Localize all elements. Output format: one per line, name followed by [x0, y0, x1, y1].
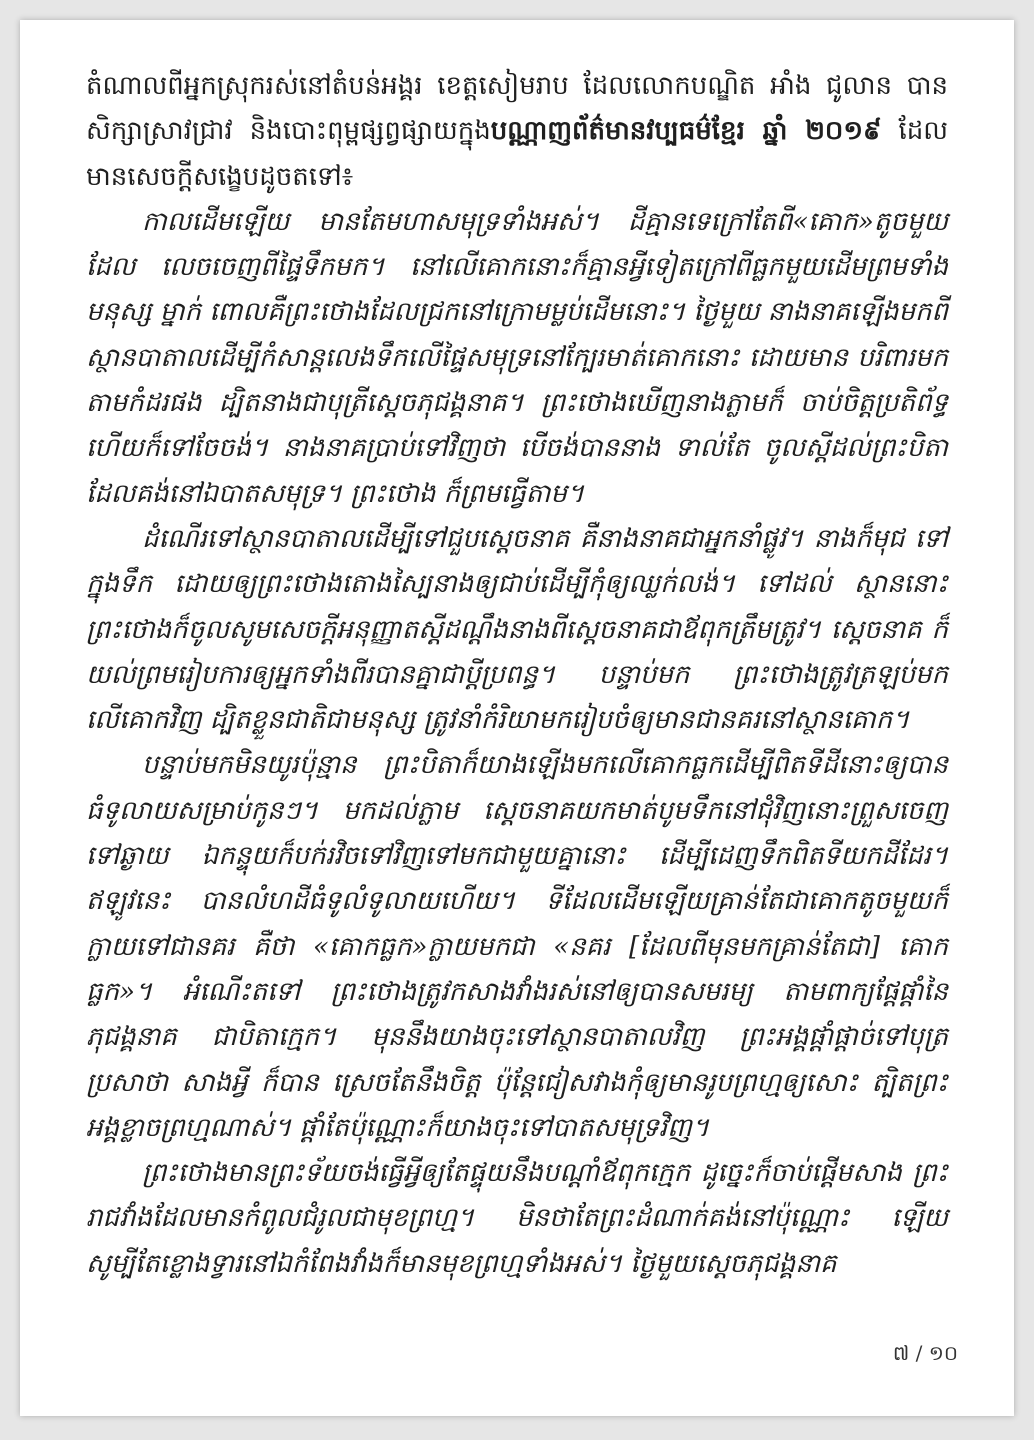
story-paragraph-2: ដំណើរទៅស្ថានបាតាលដើម្បីទៅជួបស្ដេចនាគ គឺនាងនាគជាអ្នកនាំផ្លូវ។ នាងក៏មុជ ទៅក្នុងទឹក ដោយឲ្យព្រះថោងតោងស្បៃនាងឲ្យជាប់ដើម្បីកុំឲ្យឈ្លក់លង់។ ទៅដល់ ស្ថាននោះ ព្រះថោងក៏ចូលសូមសេចក្ដីអនុញ្ញាតស្ដីដណ្ដឹងនាងពីស្ដេចនាគជាឪពុកត្រឹមត្រូវ។ ស្ដេចនាគ ក៏យល់ព្រមរៀបការឲ្យអ្នកទាំងពីរបានគ្នាជាប្ដីប្រពន្ធ។ បន្ទាប់មក ព្រះថោងត្រូវត្រឡប់មក លើគោកវិញ ដ្បិតខ្លួនជាតិជាមនុស្ស ត្រូវនាំកំរិយាមករៀបចំឲ្យមានជានគរនៅស្ថានគោក។	[86, 523, 948, 736]
document-body	[86, 64, 948, 1287]
document-page	[20, 20, 1014, 1416]
intro-paragraph	[86, 64, 948, 200]
story-paragraph-1: កាលដើមឡើយ មានតែមហាសមុទ្រទាំងអស់។ ដីគ្មានទេក្រៅតែពី«គោក»តូចមួយ ដែល លេចចេញពីផ្ទៃទឹកមក។ នៅលើគោកនោះក៏គ្មានអ្វីទៀតក្រៅពីធ្លកមួយដើមព្រមទាំងមនុស្ស ម្នាក់ ពោលគឺព្រះថោងដែលជ្រកនៅក្រោមម្លប់ដើមនោះ។ ថ្ងៃមួយ នាងនាគឡើងមកពី ស្ថានបាតាលដើម្បីកំសាន្តលេងទឹកលើផ្ទៃសមុទ្រនៅក្បែរមាត់គោកនោះ ដោយមាន បរិពារមកតាមកំដរផង ដ្បិតនាងជាបុត្រីស្ដេចភុជង្គនាគ។ ព្រះថោងឃើញនាងភ្លាមក៏ ចាប់ចិត្តប្រតិព័ទ្ធ ហើយក៏ទៅចែចង់។ នាងនាគប្រាប់ទៅវិញថា បើចង់បាននាង ទាល់តែ ចូលស្ដីដល់ព្រះបិតាដែលគង់នៅឯបាតសមុទ្រ។ ព្រះថោង ក៏ព្រមធ្វើតាម។	[86, 206, 948, 509]
page-number: ៧ / ១០	[892, 1341, 958, 1365]
story-paragraph-4: ព្រះថោងមានព្រះទ័យចង់ធ្វើអ្វីឲ្យតែផ្ទុយនឹងបណ្ដាំឪពុកក្មេក ដូច្នេះក៏ចាប់ផ្ដើមសាង ព្រះរាជវាំងដែលមានកំពូលជំរូលជាមុខព្រហ្ម។ មិនថាតែព្រះដំណាក់គង់នៅប៉ុណ្ណោះ ឡើយ សូម្បីតែខ្លោងទ្វារនៅឯកំពែងវាំងក៏មានមុខព្រហ្មទាំងអស់។ ថ្ងៃមួយស្ដេចភុជង្គនាគ	[86, 1158, 948, 1279]
intro-bold-source: បណ្ណាញព័ត៌មានវប្បធម៌ខ្មែរ ឆ្នាំ ២០១៩	[490, 116, 882, 147]
intro-text-after: ដែល មានសេចក្ដីសង្ខេបដូចតទៅ៖	[86, 116, 949, 192]
story-paragraph-3: បន្ទាប់មកមិនយូរប៉ុន្មាន ព្រះបិតាក៏យាងឡើងមកលើគោកធ្លកដើម្បីពិតទីដីនោះឲ្យបាន ធំទូលាយសម្រាប់កូនៗ។ មកដល់ភ្លាម ស្ដេចនាគយកមាត់បូមទឹកនៅជុំវិញនោះព្រួសចេញ ទៅឆ្ងាយ ឯកន្ទុយក៏បក់រវិចទៅវិញទៅមកជាមួយគ្នានោះ ដើម្បីដេញទឹកពិតទីយកដីដែរ។ ឥឡូវនេះ បានលំហដីធំទូលំទូលាយហើយ។ ទីដែលដើមឡើយគ្រាន់តែជាគោកតូចមួយក៏ ក្លាយទៅជានគរ គឺថា «គោកធ្លក»ក្លាយមកជា «នគរ [ដែលពីមុនមកគ្រាន់តែជា] គោកធ្លក»។ អំណើះតទៅ ព្រះថោងត្រូវកសាងវាំងរស់នៅឲ្យបានសមរម្យ តាមពាក្យផ្ដែផ្ដាំនៃភុជង្គនាគ ជាបិតាក្មេក។ មុននឹងយាងចុះទៅស្ថានបាតាលវិញ ព្រះអង្គផ្ដាំផ្ដាច់ទៅបុត្រប្រសាថា សាងអ្វី ក៏បាន ស្រេចតែនឹងចិត្ត ប៉ុន្តែជៀសវាងកុំឲ្យមានរូបព្រហ្មឲ្យសោះ ត្បិតព្រះអង្គខ្លាចព្រហ្មណាស់។ ផ្ដាំតែប៉ុណ្ណោះក៏យាងចុះទៅបាតសមុទ្រវិញ។	[86, 750, 948, 1143]
intro-text-before: តំណាលពីអ្នកស្រុករស់នៅតំបន់អង្គរ ខេត្តសៀមរាប ដែលលោកបណ្ឌិត អាំង ជូលាន បាន សិក្សាស្រាវជ្រាវ និងបោះពុម្ពផ្សព្វផ្សាយក្នុង	[86, 71, 948, 147]
